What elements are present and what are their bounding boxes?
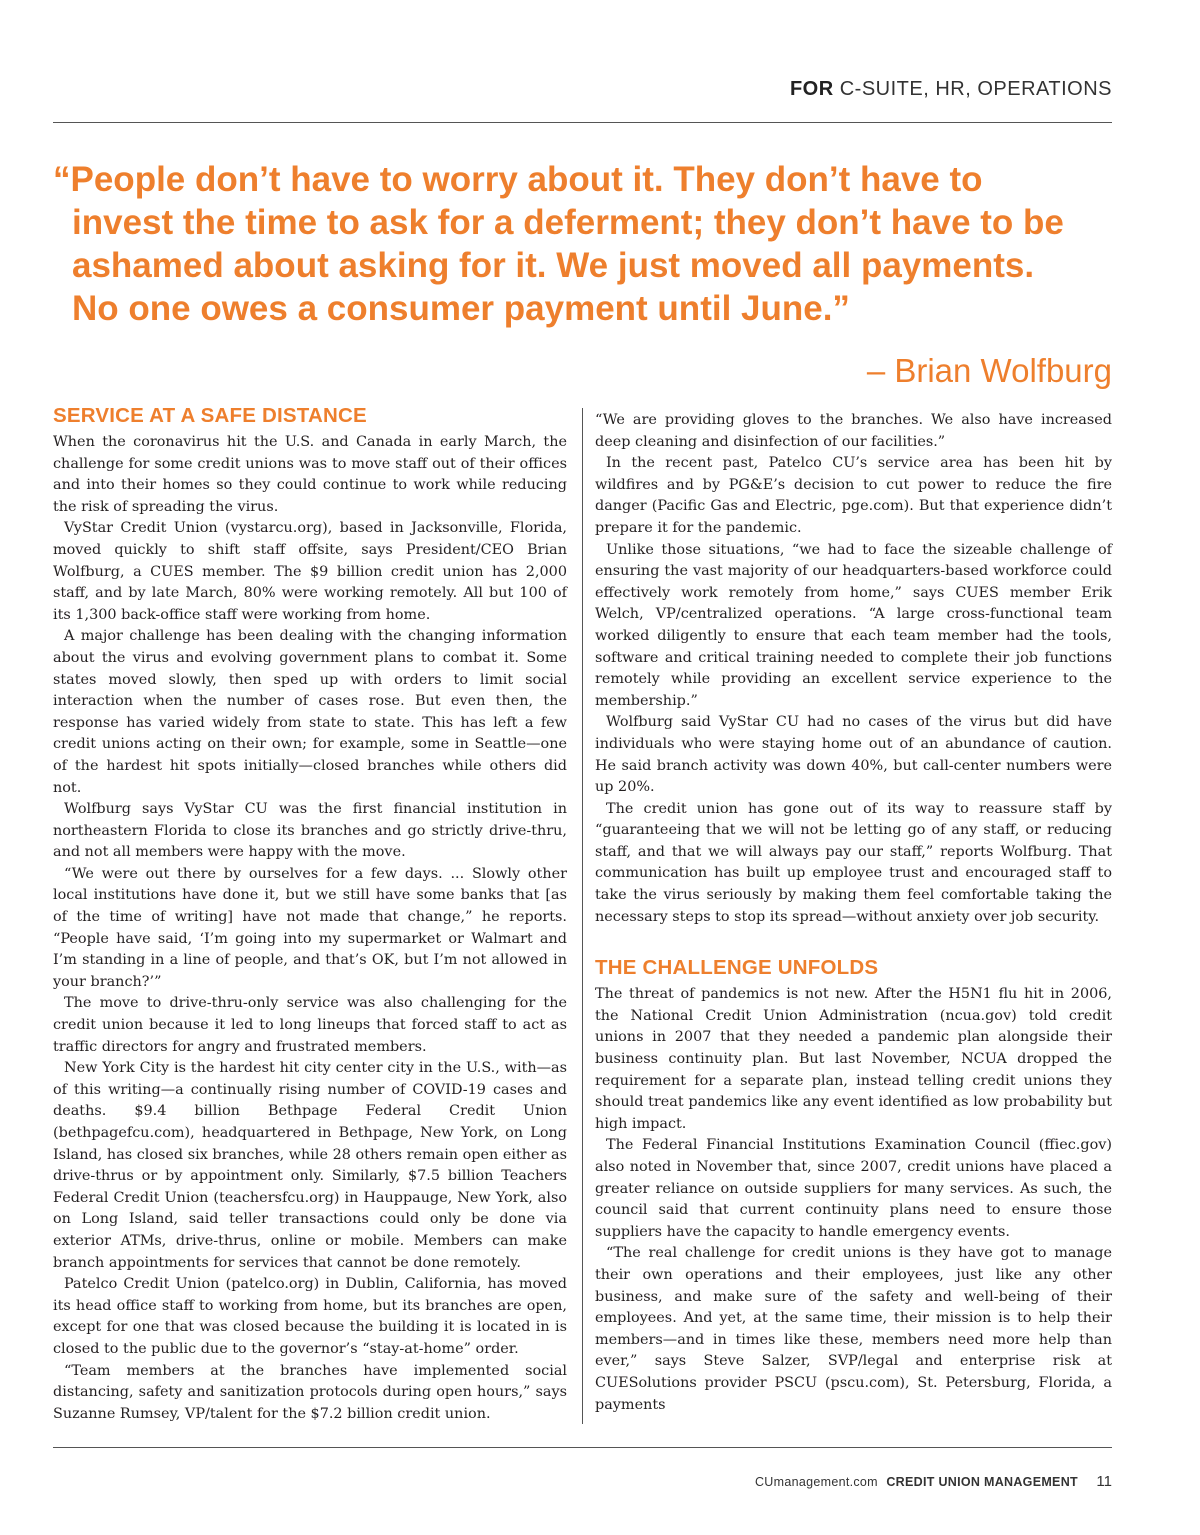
pull-quote-line: No one owes a consumer payment until June.” [72,289,850,328]
body-paragraph: “Team members at the branches have implemented social distancing, safety and sanitization protocols during open hours,” says Suzanne Rumsey, VP/talent for the $7.2 billion credit union. [53,1362,567,1422]
body-paragraph: Patelco Credit Union (patelco.org) in Dublin, California, has moved its head office staff to working from home, but its branches are open, except for one that was closed because the building it is located in is closed to the public due to the governor’s “stay-at-home” order. [53,1276,567,1357]
body-paragraph: VyStar Credit Union (vystarcu.org), based in Jacksonville, Florida, moved quickly to shift staff offsite, says President/CEO Brian Wolfburg, a CUES member. The $9 billion credit union has 2,000 staff, and by late March, 80% were working remotely. All but 100 of its 1,300 back-office staff were working from home. [53,520,567,623]
body-paragraph: Wolfburg said VyStar CU had no cases of the virus but did have individuals who were staying home out of an abundance of caution. He said branch activity was down 40%, but call-center numbers were up 20%. [595,714,1112,796]
left-column [53,402,567,1425]
body-paragraph: “We are providing gloves to the branches. We also have increased deep cleaning and disinfection of our facilities.” [595,412,1112,450]
page-footer [755,1473,1112,1491]
body-paragraph: “The real challenge for credit unions is they have got to manage their own operations and their employees, just like any other business, and make sure of the safety and well-being of their employees. And yet, at the same time, their mission is to help their members—and in times like these, members need more help than ever,” says Steve Salzer, SVP/legal and enterprise risk at CUESolutions provider PSCU (pscu.com), St. Petersburg, Florida, a payments [595,1245,1112,1413]
section-heading: THE CHALLENGE UNFOLDS [595,956,879,980]
body-paragraph: When the coronavirus hit the U.S. and Canada in early March, the challenge for some credit unions was to move staff out of their offices and into their homes so they could continue to work while reducing the risk of spreading the virus. [53,434,567,515]
footer-site: CUmanagement.com [754,1475,878,1489]
body-paragraph: A major challenge has been dealing with the changing information about the virus and evolving government plans to combat it. Some states moved slowly, then sped up with orders to limit social interaction when the number of cases rose. But even then, the response has varied widely from state to state. This has left a few credit unions acting on their own; for example, some in Seattle—one of the hardest hit spots initially—closed branches while others did not. [53,628,567,796]
pull-quote-attribution: – Brian Wolfburg [866,352,1112,389]
body-paragraph: In the recent past, Patelco CU’s service area has been hit by wildfires and by PG&E’s decision to cut power to reduce the fire danger (Pacific Gas and Electric, pge.com). But that experience didn’t prepare it for the pandemic. [595,455,1112,536]
pull-quote [53,158,1128,330]
section-tag [790,78,1112,101]
bottom-rule [53,1447,1112,1448]
column-divider [582,408,583,1424]
body-paragraph: New York City is the hardest hit city center city in the U.S., with—as of this writing—a continually rising number of COVID-19 cases and deaths. $9.4 billion Bethpage Federal Credit Union (bethpagefcu.com), headquartered in Bethpage, New York, on Long Island, has closed six branches, while 28 others remain open either as drive-thrus or by appointment only. Similarly, $7.5 billion Teachers Federal Credit Union (teachersfcu.org) in Hauppauge, New York, also on Long Island, said teller transactions could only be done via exterior ATMs, drive-thrus, online or mobile. Members can make branch appointments for services that cannot be done remotely. [53,1060,567,1271]
body-paragraph: The threat of pandemics is not new. After the H5N1 flu hit in 2006, the National Credit Union Administration (ncua.gov) told credit unions in 2007 that they needed a pandemic plan alongside their business continuity plan. But last November, NCUA dropped the requirement for a separate plan, instead telling credit unions they should treat pandemics like any event identified as low probability but high impact. [595,986,1112,1132]
body-paragraph: The move to drive-thru-only service was also challenging for the credit union because it led to long lineups that forced staff to act as traffic directors for angry and frustrated members. [53,995,567,1055]
body-paragraph: Unlike those situations, “we had to face the sizeable challenge of ensuring the vast majority of our headquarters-based workforce could effectively work remotely from home,” says CUES member Erik Welch, VP/centralized operations. “A large cross-functional team worked diligently to ensure that each team member had the tools, software and critical training needed to complete their job functions remotely while providing an excellent service experience to the membership.” [595,541,1112,709]
right-column [595,410,1112,1416]
section-tag-bold: FOR [789,78,834,100]
top-rule [53,122,1112,123]
section-tag-audience: C-SUITE, HR, OPERATIONS [833,78,1112,100]
footer-magazine-name: CREDIT UNION MANAGEMENT [886,1475,1078,1489]
body-paragraph: Wolfburg says VyStar CU was the first financial institution in northeastern Florida to close its branches and go strictly drive-thru, and not all members were happy with the move. [53,801,567,861]
pull-quote-line: ashamed about asking for it. We just moved all payments. [72,246,1035,285]
pull-quote-line: “People don’t have to worry about it. They don’t have to [53,160,983,199]
body-paragraph: The Federal Financial Institutions Examination Council (ffiec.gov) also noted in November that, since 2007, credit unions have placed a greater reliance on outside suppliers for many services. As such, the council said that current continuity plans need to ensure those suppliers have the capacity to handle emergency events. [595,1137,1112,1240]
body-paragraph: The credit union has gone out of its way to reassure staff by “guaranteeing that we will not be letting go of any staff, or reducing staff, and that we will always pay our staff,” reports Wolfburg. That communication has built up employee trust and encouraged staff to take the virus seriously by making them feel comfortable taking the necessary steps to stop its spread—without anxiety over job security. [595,800,1112,925]
page-number: 11 [1096,1473,1112,1490]
body-paragraph: “We were out there by ourselves for a few days. ... Slowly other local institutions have done it, but we still have some banks that [as of the time of writing] have not made that change,” he reports. “People have said, ‘I’m going into my supermarket or Walmart and I’m standing in a line of people, and that’s OK, but I’m not allowed in your branch?’” [53,865,567,990]
pull-quote-line: invest the time to ask for a deferment; they don’t have to be [72,203,1064,242]
section-heading: SERVICE AT A SAFE DISTANCE [53,404,367,427]
